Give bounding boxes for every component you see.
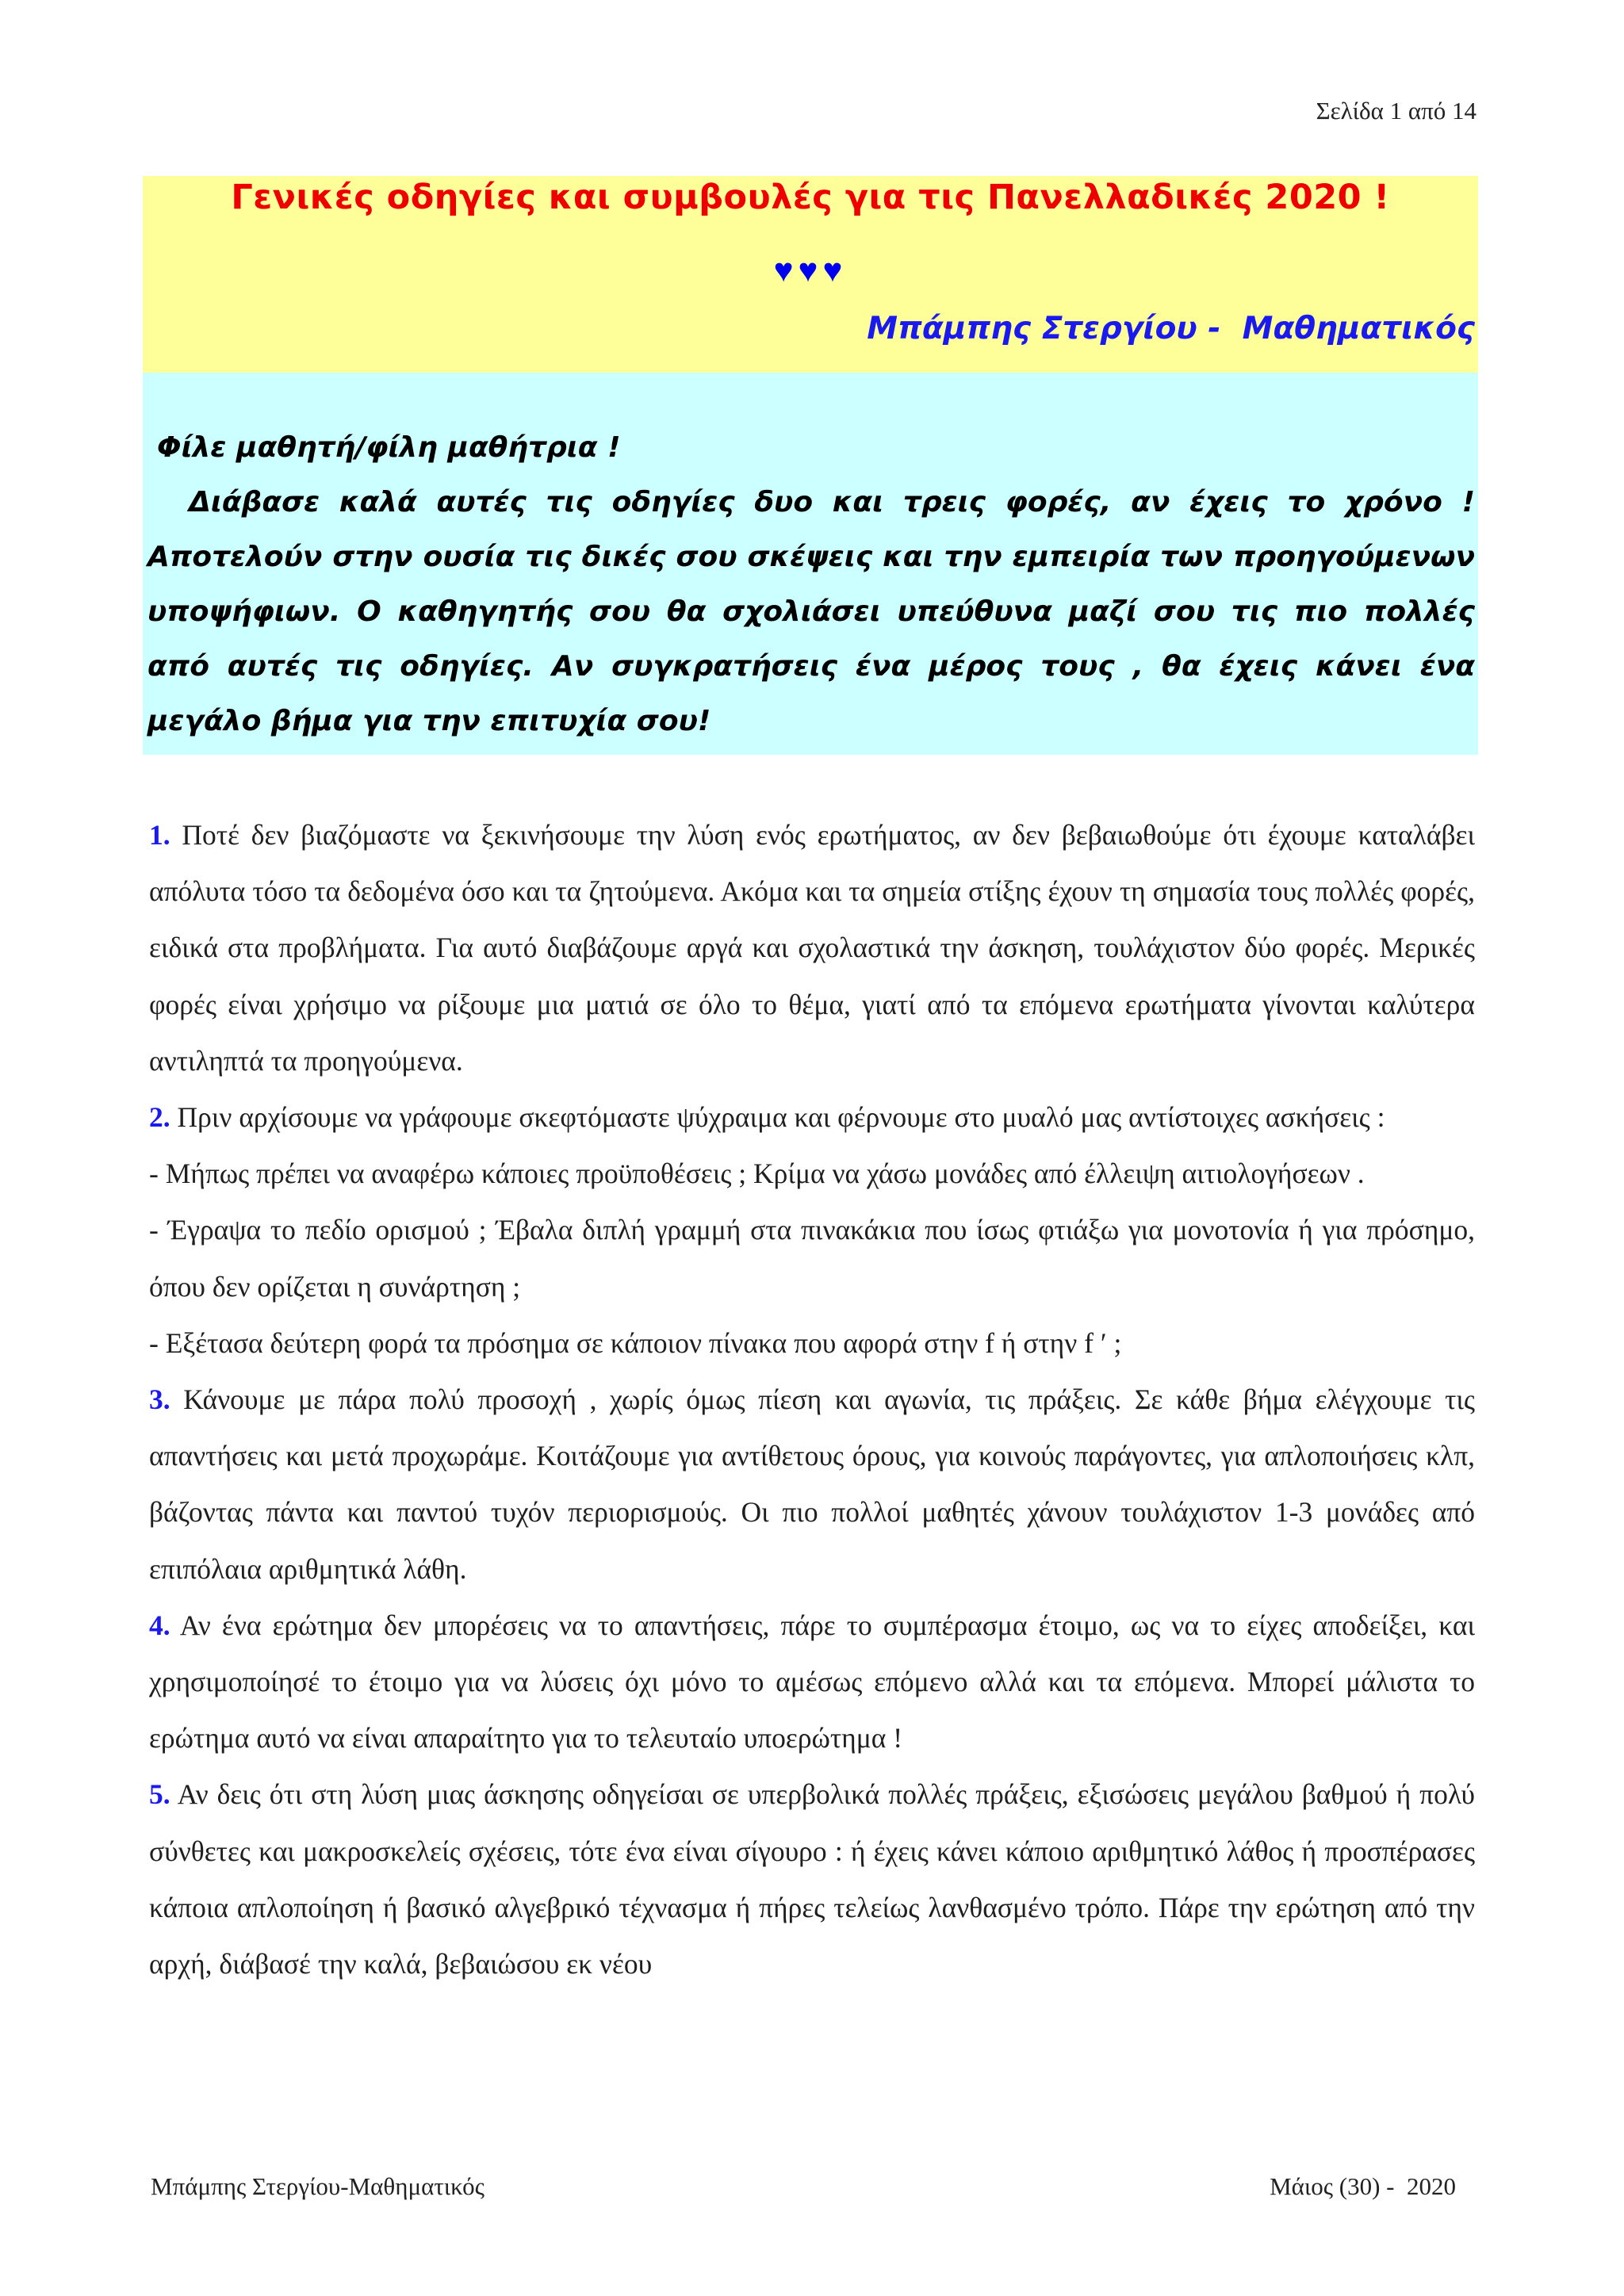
- list-item: [149, 1598, 1475, 1767]
- item-number: 2.: [149, 1101, 170, 1134]
- list-item: [149, 1089, 1475, 1146]
- author-name: Μπάμπης Στεργίου - Μαθηματικός: [867, 311, 1475, 346]
- page-number: Σελίδα 1 από 14: [1316, 97, 1477, 124]
- item-text: Κάνουμε με πάρα πολύ προσοχή , χωρίς όμως πίεση και αγωνία, τις πράξεις. Σε κάθε βήμα ελέγχουμε τις απαντήσεις και μετά προχωράμε. Κοιτάζουμε για αντίθετους όρους, για κοινούς παράγοντες, για απλοποιήσεις κλπ, βάζοντας πάντα και παντού τυχόν περιορισμούς. Οι πιο πολλοί μαθητές χάνουν τουλάχιστον 1-3 μονάδες από επιπόλαια αριθμητικά λάθη.: [149, 1383, 1475, 1585]
- item-text: Πριν αρχίσουμε να γράφουμε σκεφτόμαστε ψύχραιμα και φέρνουμε στο μυαλό μας αντίστοιχες ασκήσεις :: [170, 1101, 1385, 1134]
- list-item: [149, 807, 1475, 1089]
- item-number: 4.: [149, 1609, 170, 1641]
- intro-text-block: [147, 420, 1475, 748]
- list-item: [149, 1766, 1475, 1992]
- item-number: 3.: [149, 1383, 170, 1416]
- footer-date: Μάιος (30) - 2020: [1270, 2172, 1456, 2200]
- advice-list: [149, 807, 1475, 1992]
- document-title: Γενικές οδηγίες και συμβουλές για τις Πανελλαδικές 2020 !: [231, 178, 1390, 217]
- sub-item: - Έγραψα το πεδίο ορισμού ; Έβαλα διπλή γραμμή στα πινακάκια που ίσως φτιάξω για μονοτονία ή για πρόσημο, όπου δεν ορίζεται η συνάρτηση ;: [149, 1214, 1475, 1303]
- hearts-decoration: ♥♥♥: [773, 253, 848, 289]
- item-number: 5.: [149, 1778, 170, 1811]
- sub-item: - Εξέτασα δεύτερη φορά τα πρόσημα σε κάποιον πίνακα που αφορά στην f ή στην f ′ ;: [149, 1326, 1122, 1359]
- item-text: Αν δεις ότι στη λύση μιας άσκησης οδηγείσαι σε υπερβολικά πολλές πράξεις, εξισώσεις μεγάλου βαθμού ή πολύ σύνθετες και μακροσκελείς σχέσεις, τότε ένα είναι σίγουρο : ή έχεις κάνει κάποιο αριθμητικό λάθος ή προσπέρασες κάποια απλοποίηση ή βασικό αλγεβρικό τέχνασμα ή πήρες τελείως λανθασμένο τρόπο. Πάρε την ερώτηση από την αρχή, διάβασέ την καλά, βεβαιώσου εκ νέου: [149, 1778, 1475, 1980]
- item-text: Ποτέ δεν βιαζόμαστε να ξεκινήσουμε την λύση ενός ερωτήματος, αν δεν βεβαιωθούμε ότι έχουμε καταλάβει απόλυτα τόσο τα δεδομένα όσο και τα ζητούμενα. Ακόμα και τα σημεία στίξης έχουν τη σημασία τους πολλές φορές, ειδικά στα προβλήματα. Για αυτό διαβάζουμε αργά και σχολαστικά την άσκηση, τουλάχιστον δύο φορές. Μερικές φορές είναι χρήσιμο να ρίξουμε μια ματιά σε όλο το θέμα, γιατί από τα επόμενα ερωτήματα γίνονται καλύτερα αντιληπτά τα προηγούμενα.: [149, 819, 1475, 1077]
- item-number: 1.: [149, 819, 170, 851]
- intro-paragraph: Διάβασε καλά αυτές τις οδηγίες δυο και τρεις φορές, αν έχεις το χρόνο ! Αποτελούν στην ουσία τις δικές σου σκέψεις και την εμπειρία των προηγούμενων υποψήφιων. Ο καθηγητής σου θα σχολιάσει υπεύθυνα μαζί σου τις πιο πολλές από αυτές τις οδηγίες. Αν συγκρατήσεις ένα μέρος τους , θα έχεις κάνει ένα μεγάλο βήμα για την επιτυχία σου!: [147, 486, 1475, 737]
- intro-greeting: Φίλε μαθητή/φίλη μαθήτρια !: [157, 431, 621, 464]
- footer-author: Μπάμπης Στεργίου-Μαθηματικός: [151, 2172, 485, 2200]
- item-text: Αν ένα ερώτημα δεν μπορέσεις να το απαντήσεις, πάρε το συμπέρασμα έτοιμο, ως να το είχες αποδείξει, και χρησιμοποίησέ το έτοιμο για να λύσεις όχι μόνο το αμέσως επόμενο αλλά και τα επόμενα. Μπορεί μάλιστα το ερώτημα αυτό να είναι απαραίτητο για το τελευταίο υποερώτημα !: [149, 1609, 1475, 1755]
- list-item: [149, 1372, 1475, 1598]
- sub-item: - Μήπως πρέπει να αναφέρω κάποιες προϋποθέσεις ; Κρίμα να χάσω μονάδες από έλλειψη αιτιολογήσεων .: [149, 1158, 1365, 1190]
